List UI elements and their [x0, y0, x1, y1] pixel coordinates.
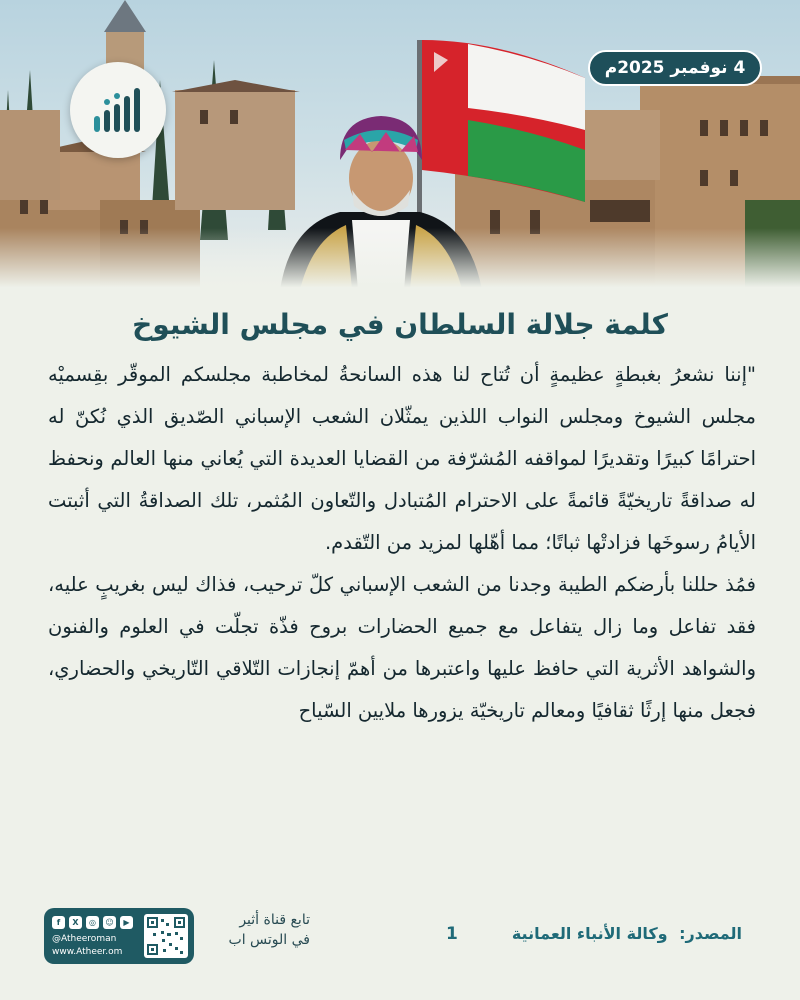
page-number: 1 [446, 924, 458, 944]
youtube-icon[interactable]: ▶ [120, 916, 133, 929]
qr-code-graphic [147, 917, 185, 955]
article-body [48, 354, 756, 732]
oman-flag-icon [422, 40, 585, 202]
snapchat-icon[interactable]: ☺ [103, 916, 116, 929]
whatsapp-follow-text[interactable] [202, 910, 310, 950]
source-label: المصدر: [679, 924, 742, 943]
atheer-logo[interactable] [70, 62, 166, 158]
source-credit [512, 924, 742, 943]
date-badge: 4 نوفمبر 2025م [588, 50, 762, 86]
article-paragraph-1: "إننا نشعرُ بغبطةٍ عظيمةٍ أن تُتاح لنا هذه السانحةُ لمخاطبة مجلسكم الموقّر بقِسميْه مجلس الشيوخ ومجلس النواب اللذين يمثّلان الشعب الإسباني الصّديق الذي نُكنّ له احترامًا كبيرًا وتقديرًا لمواقفه المُشرّفة من القضايا العديدة التي يُعاني منها العالم ونحفظ له صداقةً تاريخيّةً قائمةً على الاحترام المُتبادل والتّعاون المُثمر، تلك الصداقةُ التي أثبتت الأيامُ رسوخَها فزادتْها ثباتًا؛ مما أهّلها لمزيد من التّقدم. [48, 363, 756, 554]
qr-code-icon[interactable] [144, 914, 188, 958]
article-title: كلمة جلالة السلطان في مجلس الشيوخ [132, 308, 668, 341]
website-link[interactable]: www.Atheer.om [52, 947, 123, 957]
instagram-icon[interactable]: ◎ [86, 916, 99, 929]
facebook-icon[interactable]: f [52, 916, 65, 929]
social-handle[interactable]: @Atheeroman [52, 934, 117, 944]
social-icons [52, 916, 133, 929]
follow-line-2: في الوتس اب [228, 932, 310, 948]
article-paragraph-2: فمُذ حللنا بأرضكم الطيبة وجدنا من الشعب الإسباني كلّ ترحيب، فذاك ليس بغريبٍ عليه، فقد تفاعل وما زال يتفاعل مع جميع الحضارات بروح فذّة تجلّت في العلوم والفنون والشواهد الأثرية التي حافظ عليها واعتبرها من أهمّ إنجازات التّلاقي التّاريخي والحضاري، فجعل منها إرثًا ثقافيًا ومعالم تاريخيّة يزورها ملايين السّياح [48, 573, 756, 722]
x-icon[interactable]: X [69, 916, 82, 929]
header-fade [0, 228, 800, 290]
atheer-logo-icon [90, 82, 146, 138]
social-card[interactable] [44, 908, 194, 964]
follow-line-1: تابع قناة أثير [239, 912, 310, 928]
source-name: وكالة الأنباء العمانية [511, 924, 668, 943]
